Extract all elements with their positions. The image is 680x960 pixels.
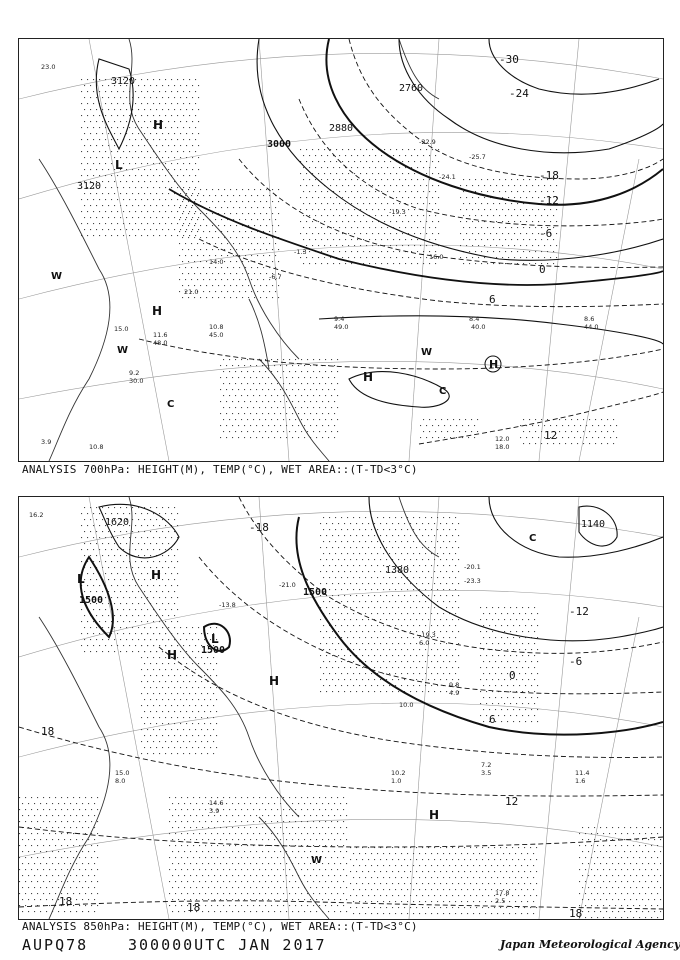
high-pressure-marker: H — [429, 808, 440, 822]
temperature-contours — [19, 497, 663, 909]
station-value: 6.0 — [419, 639, 430, 647]
station-value: -24.1 — [439, 173, 456, 181]
low-pressure-marker: L — [77, 572, 85, 586]
height-label: 1500 — [79, 595, 104, 606]
height-label: 1380 — [385, 565, 410, 576]
warm-marker: W — [51, 271, 63, 282]
station-value: 10.8 — [89, 443, 104, 451]
height-label: 1620 — [105, 517, 130, 528]
height-contours — [96, 39, 663, 407]
high-pressure-marker: H — [153, 118, 164, 132]
station-value: 10.8 — [209, 323, 224, 331]
map-panel-850hpa — [18, 496, 664, 920]
station-value: 21.0 — [184, 288, 199, 296]
temperature-label: -12 — [569, 605, 589, 618]
temperature-label: 18 — [187, 901, 201, 914]
coastlines — [39, 497, 439, 919]
station-value: -21.0 — [279, 581, 296, 589]
warm-marker: W — [117, 345, 129, 356]
warm-marker: W — [421, 347, 433, 358]
height-label: 2760 — [399, 83, 424, 94]
temperature-label: -12 — [539, 194, 559, 207]
high-pressure-marker: H — [167, 648, 178, 662]
height-label: 3120 — [77, 181, 102, 192]
graticule — [19, 39, 663, 461]
station-value: 30.0 — [129, 377, 144, 385]
station-value: 7.2 — [481, 761, 492, 769]
temperature-label: 0 — [539, 263, 546, 276]
station-value: 3.5 — [481, 769, 492, 777]
station-value: 10.0 — [399, 701, 414, 709]
agency-name: Japan Meteorological Agency — [500, 938, 680, 951]
station-value: 9.8 — [449, 681, 460, 689]
warm-marker: W — [311, 855, 323, 866]
station-observations — [29, 511, 589, 905]
station-value: 1.0 — [391, 777, 402, 785]
chart-850hpa — [19, 497, 663, 919]
cold-marker: C — [439, 386, 447, 397]
station-value: 9.2 — [129, 369, 140, 377]
height-label: 3000 — [267, 139, 292, 150]
caption-700hpa: ANALYSIS 700hPa: HEIGHT(M), TEMP(°C), WET AREA::(T-TD<3°C) — [22, 463, 418, 476]
pressure-systems — [51, 118, 501, 410]
station-value: 12.0 — [495, 435, 510, 443]
height-label: 2880 — [329, 123, 354, 134]
station-value: 18.0 — [495, 443, 510, 451]
temperature-label: 18 — [59, 895, 73, 908]
station-value: 49.0 — [334, 323, 349, 331]
height-label: 1500 — [303, 587, 328, 598]
station-value: -19.3 — [419, 631, 436, 639]
chart-code: AUPQ78 — [22, 936, 89, 954]
station-value: 8.4 — [469, 315, 480, 323]
high-pressure-marker: H — [489, 358, 499, 371]
station-value: -22.9 — [419, 138, 436, 146]
station-value: 48.0 — [153, 339, 168, 347]
temperature-label: 6 — [489, 713, 496, 726]
station-value: 16.0 — [429, 253, 444, 261]
chart-700hpa — [19, 39, 663, 461]
temperature-label: 0 — [509, 669, 516, 682]
height-label: 3120 — [111, 76, 136, 87]
station-value: 15.0 — [114, 325, 129, 333]
station-value: 10.2 — [391, 769, 406, 777]
station-value: 15.0 — [115, 769, 130, 777]
cold-marker: C — [167, 399, 175, 410]
high-pressure-marker: H — [151, 568, 162, 582]
station-value: 8.0 — [115, 777, 126, 785]
temperature-label: 18 — [569, 907, 583, 919]
temperature-contours — [139, 39, 663, 444]
temperature-label: -18 — [539, 169, 559, 182]
cold-marker: C — [529, 533, 537, 544]
station-value: -23.3 — [464, 577, 481, 585]
temperature-label: 6 — [489, 293, 496, 306]
temperature-label: -6 — [569, 655, 583, 668]
station-value: -25.7 — [469, 153, 486, 161]
temperature-label: -24 — [509, 87, 529, 100]
graticule — [19, 497, 663, 919]
station-value: 2.5 — [495, 897, 506, 905]
temperature-label: -18 — [249, 521, 269, 534]
low-pressure-marker: L — [115, 158, 123, 172]
low-pressure-marker: L — [211, 632, 219, 646]
wet-area-stipple — [19, 507, 661, 918]
height-labels — [77, 76, 423, 192]
station-value: 23.0 — [41, 63, 56, 71]
high-pressure-marker: H — [152, 304, 163, 318]
station-value: 44.0 — [584, 323, 599, 331]
high-pressure-marker: H — [363, 370, 374, 384]
height-label: 1140 — [581, 519, 606, 530]
analysis-datetime: 300000UTC JAN 2017 — [128, 936, 327, 954]
wet-area — [81, 59, 84, 62]
station-value: -13.8 — [219, 601, 236, 609]
station-value: 14.6 — [209, 799, 224, 807]
station-value: -19.3 — [389, 208, 406, 216]
station-value: 45.0 — [209, 331, 224, 339]
station-value: -20.1 — [464, 563, 481, 571]
station-value: -6.7 — [269, 273, 282, 281]
station-value: 9.4 — [334, 315, 345, 323]
caption-850hpa: ANALYSIS 850hPa: HEIGHT(M), TEMP(°C), WET AREA::(T-TD<3°C) — [22, 920, 418, 933]
station-value: 17.8 — [495, 889, 510, 897]
station-value: 11.6 — [153, 331, 168, 339]
station-value: 3.9 — [209, 807, 220, 815]
station-value: -1.3 — [294, 248, 307, 256]
temperature-label: -6 — [539, 227, 553, 240]
temperature-label: 18 — [41, 725, 55, 738]
station-value: 14.0 — [209, 258, 224, 266]
station-value: 4.9 — [449, 689, 460, 697]
station-value: 1.6 — [575, 777, 586, 785]
height-labels — [79, 517, 605, 656]
station-value: 40.0 — [471, 323, 486, 331]
temperature-label: -30 — [499, 53, 519, 66]
station-value: 16.2 — [29, 511, 44, 519]
station-value: 3.9 — [41, 438, 52, 446]
station-value: 8.6 — [584, 315, 595, 323]
height-label: 1500 — [201, 645, 226, 656]
temperature-label: 12 — [505, 795, 519, 808]
station-value: 11.4 — [575, 769, 590, 777]
temperature-label: 12 — [544, 429, 558, 442]
high-pressure-marker: H — [269, 674, 280, 688]
map-panel-700hpa — [18, 38, 664, 462]
